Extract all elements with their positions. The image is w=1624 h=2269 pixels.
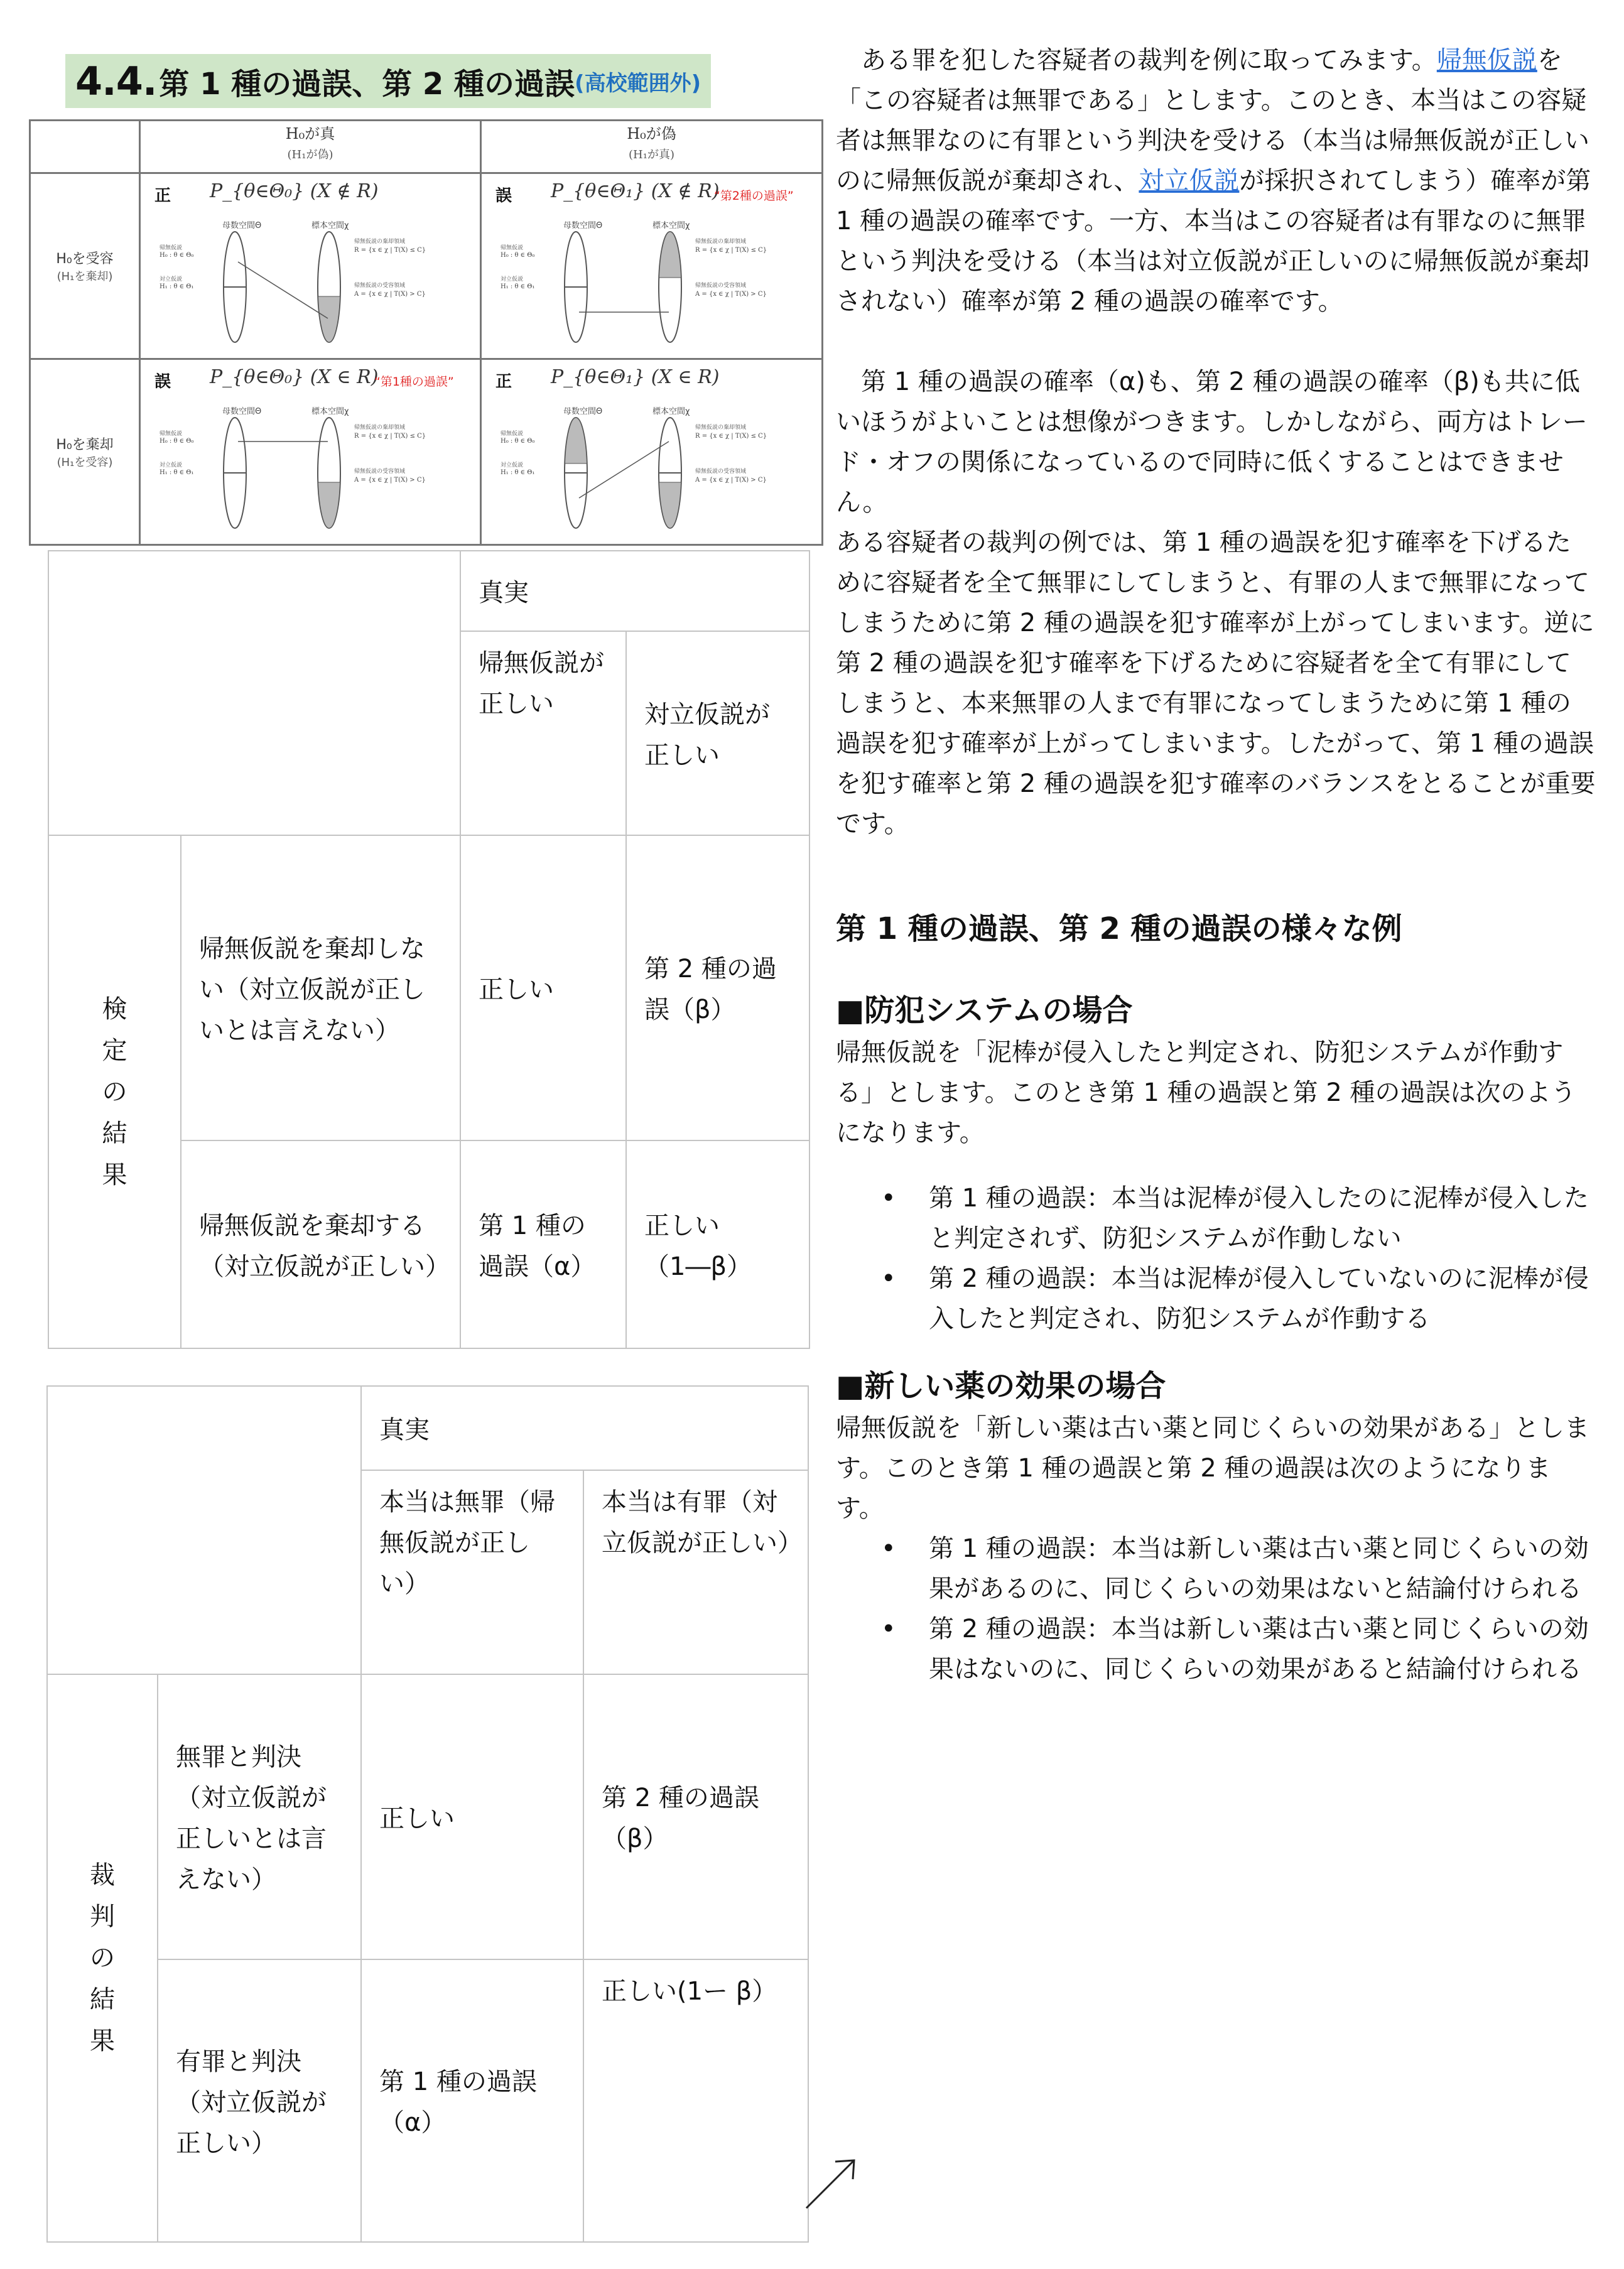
example1-body: 帰無仮説を「泥棒が侵入したと判定され、防犯システムが作動する」とします。このとき第 1 種の過誤と第 2 種の過誤は次のようになります。 [836,1038,1576,1147]
example2-list [836,1529,1596,1689]
examples-heading: 第 1 種の過誤、第 2 種の過誤の様々な例 [836,911,1402,946]
reject-expr: R = {x ∈ χ | T(X) ≤ C} [695,247,767,254]
param-space-label: 母数空間Θ [222,221,262,230]
table2-result [47,1674,158,2242]
figure-row-reject-sub: (H₁を受容) [57,456,113,469]
table2-innocent: 本当は無罪（帰無仮説が正しい） [361,1470,583,1674]
accept-expr: A = {x ∈ χ | T(X) > C} [354,291,426,298]
cell-21-label: 誤 [154,372,171,391]
cell-22-formula: P_{θ∈Θ₁} (X ∈ R) [551,366,720,388]
list-item: • 第 1 種の過誤：本当は新しい薬は古い薬と同じくらいの効果があるのに、同じくらいの効果はないと結論付けられる [929,1529,1596,1609]
cell-11-label: 正 [154,187,171,205]
hypothesis-figure [29,119,821,544]
figure-row-accept-label: H₀を受容 [56,251,114,267]
figure-col-true [140,121,481,173]
section-heading [65,54,711,108]
figure-row-reject-label: H₀を棄却 [56,437,114,453]
h0-expr: H₀ : θ ∈ Θ₀ [501,438,535,445]
null-hypothesis-link[interactable]: 帰無仮説 [1436,46,1537,75]
h1-expr: H₁ : θ ∈ Θ₁ [160,469,194,476]
alternative-hypothesis-link[interactable]: 対立仮説 [1139,166,1240,195]
list-item: • 第 2 種の過誤：本当は新しい薬は古い薬と同じくらいの効果はないのに、同じくらいの効果があると結論付けられる [929,1609,1596,1689]
table1-row2: 帰無仮説を棄却する（対立仮説が正しい） [181,1140,460,1348]
cell-12-diagram [488,218,815,350]
list-item: • 第 1 種の過誤：本当は泥棒が侵入したのに泥棒が侵入したと判定されず、防犯システムが作動しない [929,1178,1596,1259]
reject-expr: R = {x ∈ χ | T(X) ≤ C} [695,433,767,440]
section-note: (高校範囲外) [575,70,701,96]
cell-22-diagram [488,404,815,536]
table1-r2c2: 正しい（1―β） [626,1140,809,1348]
table1-truth: 真実 [460,551,809,631]
section-title: 第 1 種の過誤、第 2 種の過誤 [159,66,575,102]
param-space-label: 母数空間Θ [222,407,262,416]
sample-space-label: 標本空間χ [652,407,690,416]
cell-11-diagram [147,218,474,350]
example1-list [836,1178,1596,1339]
reject-small: 帰無仮説の棄却領域 [695,425,747,431]
table1-r2c1: 第 1 種の過誤（α） [460,1140,626,1348]
accept-small: 帰無仮説の受容領域 [695,468,747,475]
h1-small: 対立仮説 [501,276,524,283]
figure-cell-12 [481,173,823,359]
figure-col-false [481,121,823,173]
table1-r1c2: 第 2 種の過誤（β） [626,835,809,1140]
figure-col-false-sub: (H₁が真) [629,148,674,161]
figure-col-true-label: H₀が真 [285,125,335,143]
figure-row-accept [30,173,140,359]
reject-expr: R = {x ∈ χ | T(X) ≤ C} [354,247,426,254]
cell-12-label: 誤 [495,187,512,205]
reject-small: 帰無仮説の棄却領域 [354,239,406,245]
figure-corner [30,121,140,173]
h1-small: 対立仮説 [501,462,524,468]
trial-result-table [46,1385,809,2243]
reject-expr: R = {x ∈ χ | T(X) ≤ C} [354,433,426,440]
figure-col-false-label: H₀が偽 [627,125,676,143]
table2-result-label: 裁判の結果 [90,1861,115,2055]
h0-expr: H₀ : θ ∈ Θ₀ [160,252,194,259]
cell-21-diagram [147,404,474,536]
p1-text-c: が採択されてしまう）確率が第 1 種の過誤の確率です。一方、本当はこの容疑者は有罪なのに無罪という判決を受ける（本当は対立仮説が正しいのに帰無仮説が棄却されない）確率が第 2 種の過誤の確率です。 [836,166,1591,316]
cell-11-formula: P_{θ∈Θ₀} (X ∉ R) [210,180,379,202]
table2-r1c2: 第 2 種の過誤（β） [583,1674,808,1959]
h1-expr: H₁ : θ ∈ Θ₁ [501,469,535,476]
h0-expr: H₀ : θ ∈ Θ₀ [160,438,194,445]
table2-truth: 真実 [361,1386,808,1470]
figure-row-accept-sub: (H₁を棄却) [57,270,113,283]
accept-expr: A = {x ∈ χ | T(X) > C} [695,291,767,298]
example1-heading: ■防犯システムの場合 [836,993,1133,1028]
p1-text-a: ある罪を犯した容疑者の裁判を例に取ってみます。 [861,46,1437,75]
arrow-icon [803,2155,859,2212]
figure-cell-21 [140,359,481,545]
accept-small: 帰無仮説の受容領域 [354,468,406,475]
p1-text-b: を「この容疑者は無罪である」とします。このとき、本当はこの容疑者は無罪なのに有罪という判決を受ける（本当は帰無仮説が正しいのに帰無仮説が棄却され、 [836,46,1589,195]
h1-expr: H₁ : θ ∈ Θ₁ [501,283,535,290]
h0-small: 帰無仮説 [501,431,524,437]
table2-row2: 有罪と判決（対立仮説が正しい） [158,1959,361,2242]
h0-small: 帰無仮説 [160,431,183,437]
sample-space-label: 標本空間χ [311,407,349,416]
table1-h1-true: 対立仮説が正しい [626,631,809,835]
h1-expr: H₁ : θ ∈ Θ₁ [160,283,194,290]
h1-small: 対立仮説 [160,276,183,283]
table1-result-label: 検定の結果 [102,994,127,1189]
example2-heading: ■新しい薬の効果の場合 [836,1368,1166,1404]
reject-small: 帰無仮説の棄却領域 [354,425,406,431]
cell-21-note: “第1種の過誤” [374,375,454,389]
accept-expr: A = {x ∈ χ | T(X) > C} [354,477,426,484]
paragraph-3: ある容疑者の裁判の例では、第 1 種の過誤を犯す確率を下げるために容疑者を全て無罪にしてしまうと、有罪の人まで無罪になってしまうために第 2 種の過誤を犯す確率が上がってしまいます。逆に第 2 種の過誤を犯す確率を下げるために容疑者を全て有罪にしてしまうと、本来無罪の人まで有罪になってしまうために第 1 種の過誤を犯す確率が上がってしまいます。したがって、第 1 種の過誤を犯す確率と第 2 種の過誤を犯す確率のバランスをとることが重要です。 [836,528,1596,838]
cell-12-formula: P_{θ∈Θ₁} (X ∉ R) [551,180,720,202]
table1-result [48,835,181,1348]
cell-22-label: 正 [495,372,512,391]
example2-body: 帰無仮説を「新しい薬は古い薬と同じくらいの効果がある」とします。このとき第 1 種の過誤と第 2 種の過誤は次のようになります。 [836,1414,1589,1523]
list-item: • 第 2 種の過誤：本当は泥棒が侵入していないのに泥棒が侵入したと判定され、防犯システムが作動する [929,1259,1596,1339]
sample-space-label: 標本空間χ [311,221,349,230]
accept-small: 帰無仮説の受容領域 [695,283,747,289]
h0-expr: H₀ : θ ∈ Θ₀ [501,252,535,259]
test-result-table [48,550,810,1349]
table1-corner [48,551,460,835]
table2-guilty: 本当は有罪（対立仮説が正しい） [583,1470,808,1674]
table2-r2c1: 第 1 種の過誤（α） [361,1959,583,2242]
param-space-label: 母数空間Θ [563,221,603,230]
table1-r1c1: 正しい [460,835,626,1140]
table1-row1: 帰無仮説を棄却しない（対立仮説が正しいとは言えない） [181,835,460,1140]
reject-small: 帰無仮説の棄却領域 [695,239,747,245]
paragraph-2: 第 1 種の過誤の確率（α)も、第 2 種の過誤の確率（β)も共に低いほうがよいことは想像がつきます。しかしながら、両方はトレード・オフの関係になっているので同時に低くすることはできません。 [836,367,1588,517]
h1-small: 対立仮説 [160,462,183,468]
sample-space-label: 標本空間χ [652,221,690,230]
accept-small: 帰無仮説の受容領域 [354,283,406,289]
paragraph-1 [836,40,1596,322]
h0-small: 帰無仮説 [501,245,524,251]
h0-small: 帰無仮説 [160,245,183,251]
table2-r2c2: 正しい(1ー β） [583,1959,808,2242]
param-space-label: 母数空間Θ [563,407,603,416]
table2-corner [47,1386,361,1674]
table2-r1c1: 正しい [361,1674,583,1959]
right-column [836,40,1596,1689]
accept-expr: A = {x ∈ χ | T(X) > C} [695,477,767,484]
figure-cell-22 [481,359,823,545]
table2-row1: 無罪と判決（対立仮説が正しいとは言えない） [158,1674,361,1959]
table1-h0-true: 帰無仮説が正しい [460,631,626,835]
figure-cell-11 [140,173,481,359]
cell-21-formula: P_{θ∈Θ₀} (X ∈ R) [210,366,379,388]
section-number: 4.4. [75,58,157,104]
figure-col-true-sub: (H₁が偽) [287,148,333,161]
figure-row-reject [30,359,140,545]
cell-12-note: “第2種の過誤” [714,189,794,203]
